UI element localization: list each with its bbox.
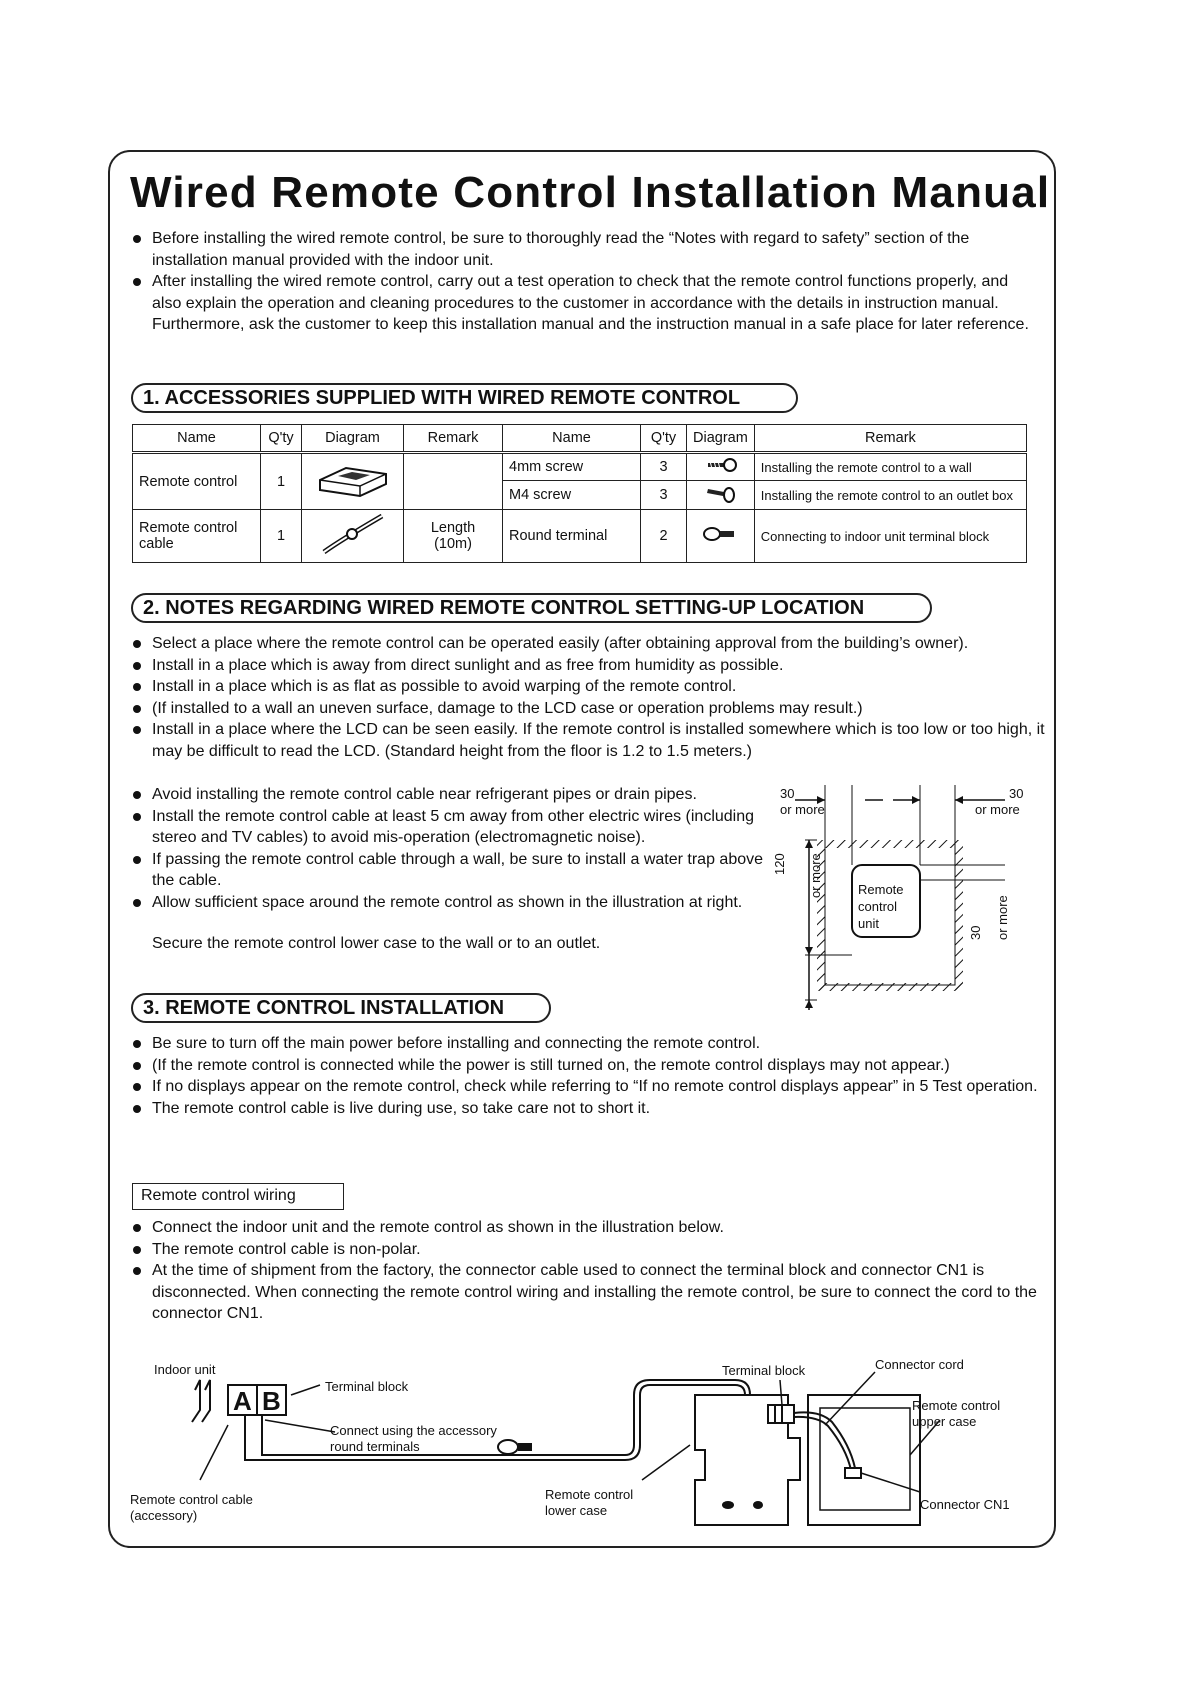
accessories-table xyxy=(132,424,1027,563)
dim-side-value: 30 xyxy=(968,925,983,940)
col-header: Q'ty xyxy=(641,425,687,453)
terminal-a-label: A xyxy=(233,1386,252,1416)
list-item: Install in a place which is away from direct sunlight and as free from humidity as possible. xyxy=(130,655,1045,677)
list-item: Select a place where the remote control can be operated easily (after obtaining approval from the building’s owner). xyxy=(130,633,1045,655)
cell-name: 4mm screw xyxy=(503,453,641,481)
dim-side-more: or more xyxy=(995,895,1010,940)
table-row xyxy=(133,453,1027,481)
list-item: If passing the remote control cable through a wall, be sure to install a water trap above the cable. xyxy=(130,849,770,892)
list-item: The remote control cable is non-polar. xyxy=(130,1239,1045,1261)
section-2-heading: 2. NOTES REGARDING WIRED REMOTE CONTROL SETTING-UP LOCATION xyxy=(131,593,932,623)
dim-left-more: or more xyxy=(780,802,825,817)
intro-list xyxy=(130,228,1030,336)
upper-case-label: Remote control upper case xyxy=(912,1398,1001,1429)
screw-icon xyxy=(687,481,755,510)
remote-control-icon xyxy=(302,453,404,510)
cell-name: Remote control cable xyxy=(133,510,261,563)
col-header: Name xyxy=(503,425,641,453)
col-header: Diagram xyxy=(302,425,404,453)
dim-right-value: 30 xyxy=(1009,786,1024,801)
list-item: The remote control cable is live during use, so take care not to short it. xyxy=(130,1098,1045,1120)
list-item: Connect the indoor unit and the remote control as shown in the illustration below. xyxy=(130,1217,1045,1239)
dim-vertical-value: 120 xyxy=(772,853,787,875)
cell-qty: 1 xyxy=(261,453,302,510)
list-item: Install in a place where the LCD can be seen easily. If the remote control is installed somewhere which is too low or too high, it may be difficult to read the LCD. (Standard height from the floor is 1.2 to 1.5 meters.) xyxy=(130,719,1045,762)
cell-remark: Installing the remote control to a wall xyxy=(754,453,1026,481)
col-header: Diagram xyxy=(687,425,755,453)
secure-note: Secure the remote control lower case to the wall or to an outlet. xyxy=(152,935,601,952)
indoor-unit-label: Indoor unit xyxy=(154,1362,216,1377)
col-header: Q'ty xyxy=(261,425,302,453)
terminal-block-label: Terminal block xyxy=(325,1379,409,1394)
cell-name: Remote control xyxy=(133,453,261,510)
cable-icon xyxy=(302,510,404,563)
page-title: Wired Remote Control Installation Manual xyxy=(130,168,1051,217)
list-item: At the time of shipment from the factory, the connector cable used to connect the terminal block and connector CN1 is disconnected. When connecting the remote control wiring and installing the remote control, be sure to connect the cord to the connector CN1. xyxy=(130,1260,1045,1325)
list-item: Install the remote control cable at least 5 cm away from other electric wires (including stereo and TV cables) to avoid mis-operation (electromagnetic noise). xyxy=(130,806,770,849)
section-3-list xyxy=(130,1033,1045,1119)
list-item: Allow sufficient space around the remote control as shown in the illustration at right. xyxy=(130,892,770,914)
col-header: Remark xyxy=(754,425,1026,453)
cell-qty: 2 xyxy=(641,510,687,563)
section-1-heading: 1. ACCESSORIES SUPPLIED WITH WIRED REMOTE CONTROL xyxy=(131,383,798,413)
terminal-block-right-label: Terminal block xyxy=(722,1363,806,1378)
cell-qty: 3 xyxy=(641,453,687,481)
wiring-box-label: Remote control wiring xyxy=(132,1183,344,1210)
list-item: Be sure to turn off the main power before installing and connecting the remote control. xyxy=(130,1033,1045,1055)
connector-cord-label: Connector cord xyxy=(875,1357,964,1372)
table-header-row xyxy=(133,425,1027,453)
cell-remark-empty xyxy=(404,453,503,510)
col-header: Remark xyxy=(404,425,503,453)
cable-label: Remote control cable (accessory) xyxy=(130,1492,253,1523)
cell-name: Round terminal xyxy=(503,510,641,563)
connect-note-label: Connect using the accessory round terminals xyxy=(330,1423,497,1454)
cell-remark: Length (10m) xyxy=(404,510,503,563)
list-note: If no displays appear on the remote control, check while referring to “If no remote control displays appear” in 5 Test operation. xyxy=(152,1078,1038,1095)
cell-qty: 3 xyxy=(641,481,687,510)
section-2-list-bottom xyxy=(130,784,770,913)
col-header: Name xyxy=(133,425,261,453)
cell-remark: Connecting to indoor unit terminal block xyxy=(754,510,1026,563)
list-item: Avoid installing the remote control cable near refrigerant pipes or drain pipes. xyxy=(130,784,770,806)
list-item: Install in a place which is as flat as possible to avoid warping of the remote control. xyxy=(130,676,1045,698)
section-2-list-top xyxy=(130,633,1045,762)
dim-left-value: 30 xyxy=(780,786,795,801)
wiring-list xyxy=(130,1217,1045,1325)
list-note: (If the remote control is connected while the power is still turned on, the remote control displays may not appear.) xyxy=(152,1056,950,1074)
terminal-b-label: B xyxy=(262,1386,281,1416)
intro-bullet: Before installing the wired remote control, be sure to thoroughly read the “Notes with regard to safety” section of the installation manual provided with the indoor unit. xyxy=(130,228,1030,271)
cell-qty: 1 xyxy=(261,510,302,563)
remote-control-unit-label: Remote control unit xyxy=(858,882,904,931)
connector-cn1-label: Connector CN1 xyxy=(920,1497,1010,1512)
table-row xyxy=(133,510,1027,563)
dim-vertical-more: or more xyxy=(808,853,823,898)
screw-icon xyxy=(687,453,755,481)
cell-name: M4 screw xyxy=(503,481,641,510)
lower-case-label: Remote control lower case xyxy=(545,1487,634,1518)
intro-bullet: After installing the wired remote control, carry out a test operation to check that the remote control functions properly, and also explain the operation and cleaning procedures to the customer in accordance with the details in instruction manual. Furthermore, ask the customer to keep this installation manual and the instruction manual in a safe place for later reference. xyxy=(130,271,1030,336)
dim-right-more: or more xyxy=(975,802,1020,817)
round-terminal-icon xyxy=(687,510,755,563)
cell-remark: Installing the remote control to an outlet box xyxy=(754,481,1026,510)
section-3-heading: 3. REMOTE CONTROL INSTALLATION xyxy=(131,993,551,1023)
list-note: (If installed to a wall an uneven surface, damage to the LCD case or operation problems may result.) xyxy=(152,699,863,717)
